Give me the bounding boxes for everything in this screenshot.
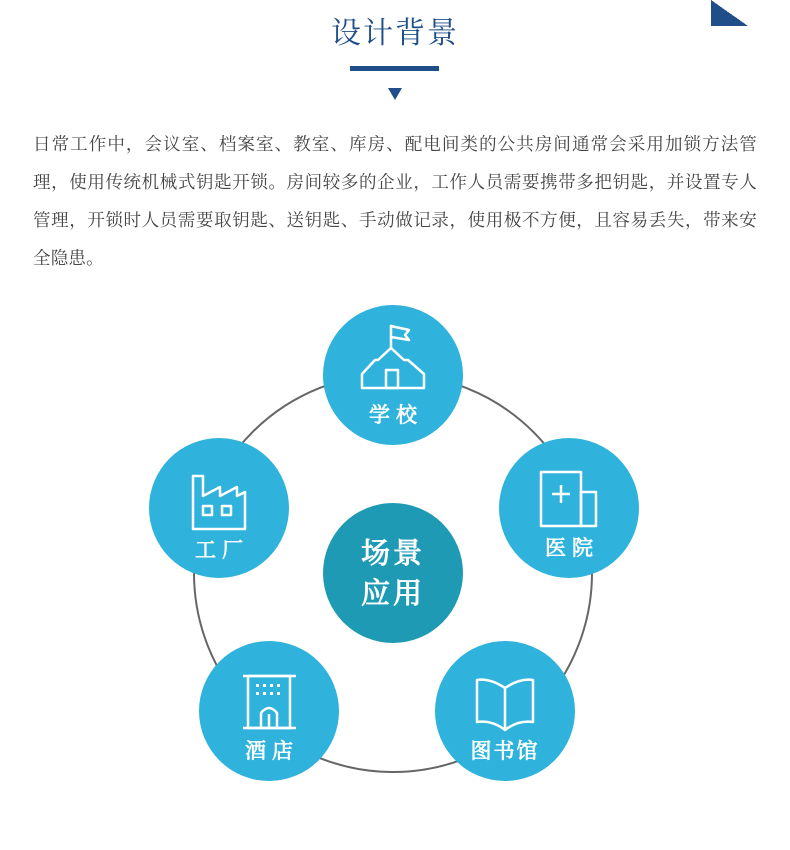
center-label-line2: 应用 bbox=[360, 576, 425, 610]
center-label-line1: 场景 bbox=[360, 536, 425, 570]
node-label-library: 图书馆 bbox=[470, 739, 540, 763]
page-title: 设计背景 bbox=[331, 16, 459, 51]
intro-paragraph: 日常工作中，会议室、档案室、教室、库房、配电间类的公共房间通常会采用加锁方法管理，使用传统机械式钥匙开锁。房间较多的企业，工作人员需要携带多把钥匙，并设置专人管理，开锁时人员需要取钥匙、送钥匙、手动做记录，使用极不方便，且容易丢失，带来安全隐患。 bbox=[33, 135, 757, 269]
node-label-factory: 工厂 bbox=[195, 538, 249, 562]
node-label-hospital: 医院 bbox=[545, 536, 599, 560]
node-label-school: 学校 bbox=[369, 403, 423, 427]
node-label-hotel: 酒店 bbox=[245, 739, 299, 763]
